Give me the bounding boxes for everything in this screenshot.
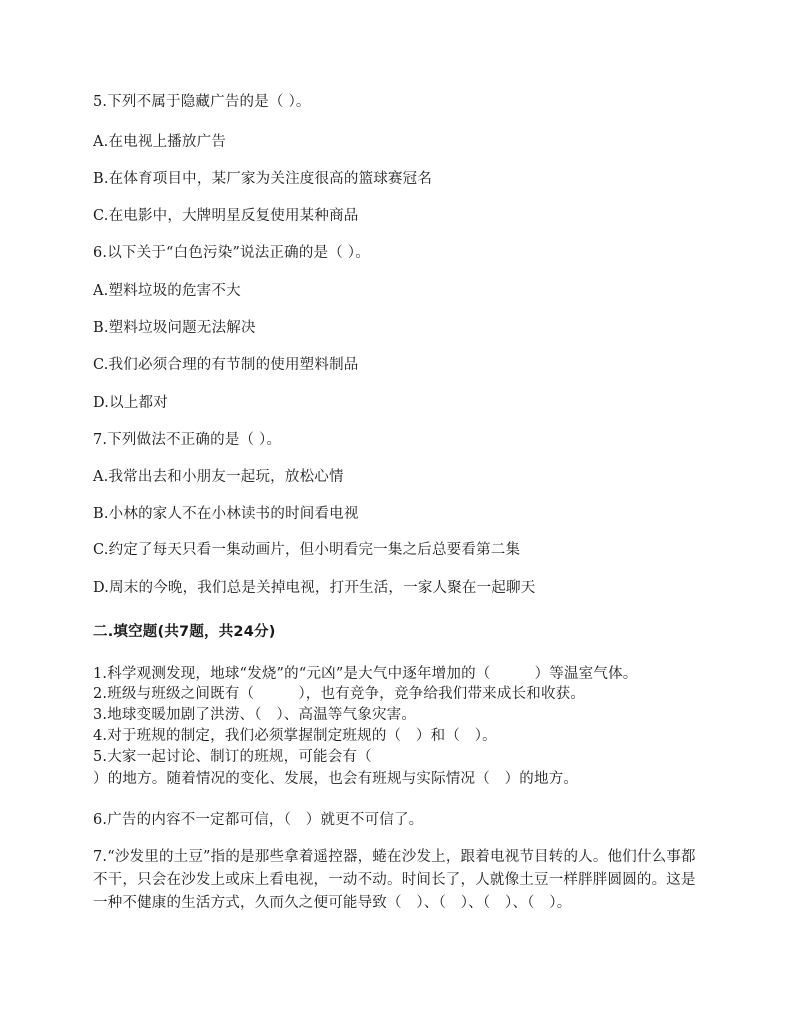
question-6-option-b: B.塑料垃圾问题无法解决: [93, 320, 256, 336]
question-7-option-c: C.约定了每天只看一集动画片，但小明看完一集之后总要看第二集: [93, 542, 521, 558]
fill-question-5-line-2: ）的地方。随着情况的变化、发展，也会有班规与实际情况（ ）的地方。: [93, 771, 579, 787]
fill-question-5-line-1: 5.大家一起讨论、制订的班规，可能会有（: [93, 749, 372, 765]
question-7-stem: 7.下列做法不正确的是（ ）。: [93, 432, 282, 448]
fill-question-1: 1.科学观测发现，地球“发烧”的“元凶”是大气中逐年增加的（ ）等温室气体。: [93, 666, 638, 682]
question-5-stem: 5.下列不属于隐藏广告的是（ ）。: [93, 94, 311, 110]
question-6-option-d: D.以上都对: [93, 395, 168, 411]
question-6-stem: 6.以下关于“白色污染”说法正确的是（ ）。: [93, 245, 370, 261]
question-5-option-a: A.在电视上播放广告: [93, 134, 227, 150]
fill-question-4: 4.对于班规的制定，我们必须掌握制定班规的（ ）和（ ）。: [93, 728, 497, 744]
fill-question-2: 2.班级与班级之间既有（ ），也有竞争，竞争给我们带来成长和收获。: [93, 686, 586, 702]
fill-question-3: 3.地球变暖加剧了洪涝、（ ）、高温等气象灾害。: [93, 707, 417, 723]
fill-section-title: 二.填空题(共7题，共24分): [93, 624, 276, 640]
question-7-option-a: A.我常出去和小朋友一起玩，放松心情: [93, 469, 344, 485]
question-6-option-a: A.塑料垃圾的危害不大: [93, 283, 241, 299]
fill-question-7: 7.“沙发里的土豆”指的是那些拿着遥控器，蜷在沙发上，跟着电视节目转的人。他们什么事都不干，只会在沙发上或床上看电视，一动不动。时间长了，人就像土豆一样胖胖圆圆的。这是一种不健康的生活方式，久而久之便可能导致（ ）、（ ）、（ ）、（ ）。: [93, 849, 696, 911]
question-6-option-c: C.我们必须合理的有节制的使用塑料制品: [93, 357, 359, 373]
question-7-option-b: B.小林的家人不在小林读书的时间看电视: [93, 506, 359, 522]
question-5-option-c: C.在电影中，大牌明星反复使用某种商品: [93, 208, 359, 224]
question-7-option-d: D.周末的今晚，我们总是关掉电视，打开生活，一家人聚在一起聊天: [93, 580, 536, 596]
fill-question-6: 6.广告的内容不一定都可信，（ ）就更不可信了。: [93, 812, 424, 828]
question-5-option-b: B.在体育项目中，某厂家为关注度很高的篮球赛冠名: [93, 171, 433, 187]
